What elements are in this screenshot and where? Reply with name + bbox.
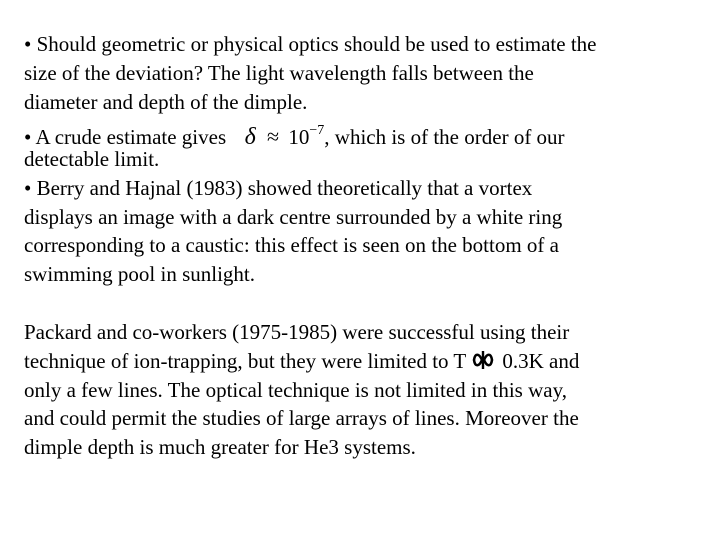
approx-symbol: ≈ <box>267 124 280 149</box>
paragraph-line-1: Packard and co-workers (1975-1985) were successful using their <box>24 320 570 344</box>
delta-symbol: δ <box>244 124 256 150</box>
bullet-2-text-pre: • A crude estimate gives <box>24 125 227 149</box>
power-base: 10 <box>288 125 310 149</box>
bullet-3-line-4: swimming pool in sunlight. <box>24 262 256 286</box>
bullet-3-line-3: corresponding to a caustic: this effect is seen on the bottom of a <box>24 233 559 257</box>
proportional-to-icon <box>471 349 495 378</box>
paragraph-line-5: dimple depth is much greater for He3 systems. <box>24 435 416 459</box>
paragraph-line-2-post: 0.3K and <box>502 349 580 373</box>
paragraph-line-3: only a few lines. The optical technique is not limited in this way, <box>24 378 567 402</box>
bullet-3-line-1: • Berry and Hajnal (1983) showed theoretically that a vortex <box>24 176 533 200</box>
paragraph-line-2-pre: technique of ion-trapping, but they were limited to T <box>24 349 466 373</box>
bullet-2-line-2: detectable limit. <box>24 147 160 171</box>
bullet-2-text-post: , which is of the order of our <box>324 125 565 149</box>
bullet-1-line-3: diameter and depth of the dimple. <box>24 90 308 114</box>
power-exponent: −7 <box>309 123 325 138</box>
paragraph-line-2 <box>24 347 579 378</box>
bullet-1-line-1: • Should geometric or physical optics should be used to estimate the <box>24 32 597 56</box>
bullet-3-line-2: displays an image with a dark centre surrounded by a white ring <box>24 205 563 229</box>
bullet-1-line-2: size of the deviation? The light wavelength falls between the <box>24 61 534 85</box>
paragraph-line-4: and could permit the studies of large arrays of lines. Moreover the <box>24 406 579 430</box>
